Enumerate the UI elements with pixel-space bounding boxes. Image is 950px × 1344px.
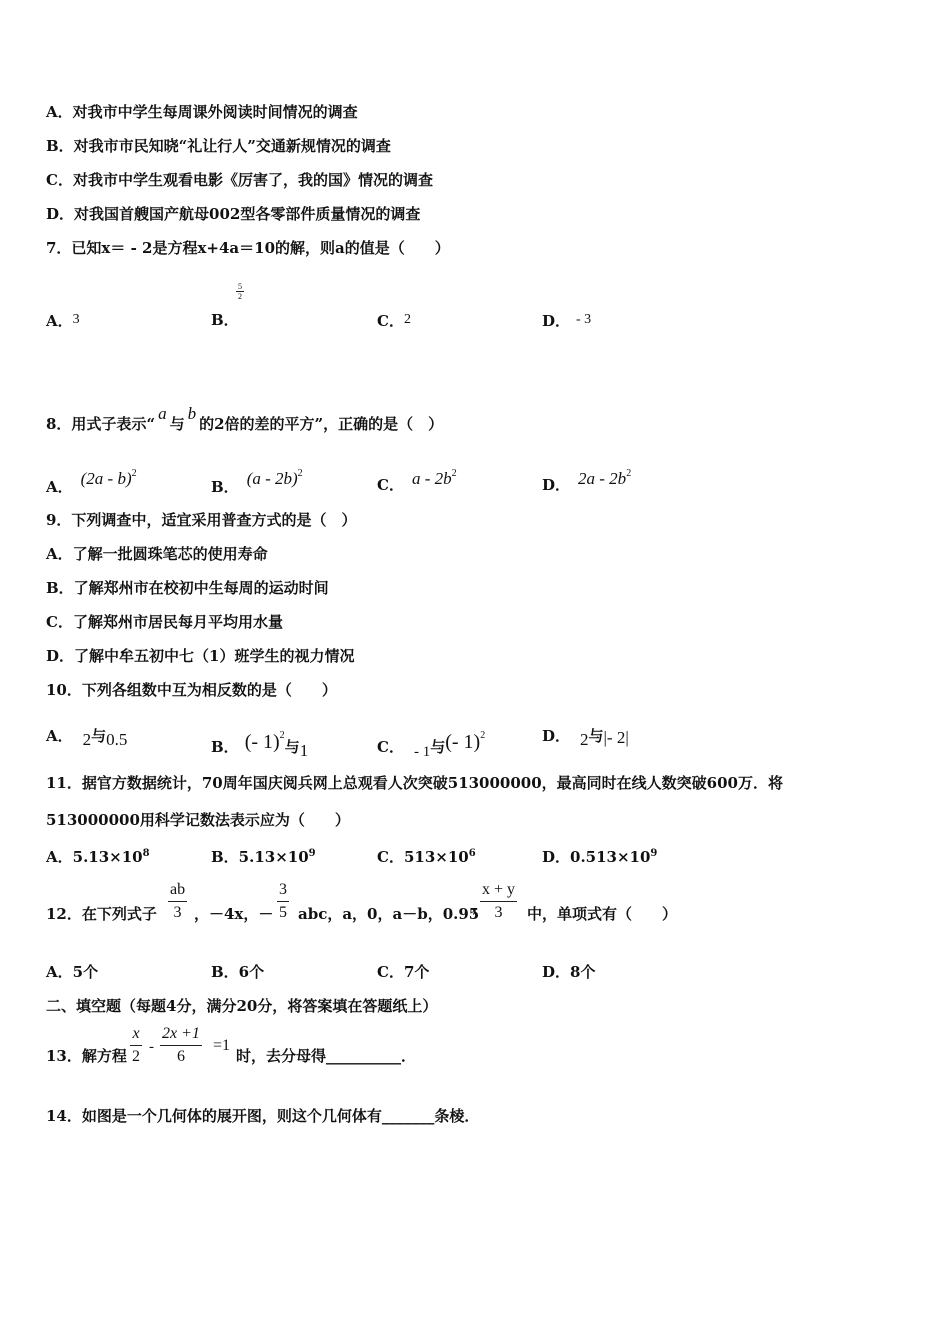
- q7-b-fraction: 5 2: [238, 282, 242, 301]
- q12-fraction-3-5: 3 5: [279, 881, 287, 921]
- q12-option-b: B．6个: [211, 963, 265, 981]
- q10-option-b: B． (- 1)$^2$与1: [211, 730, 309, 760]
- q10-option-d: D． 2与|- 2|: [542, 727, 629, 749]
- q11-option-a: A．$5.13\times 10^8$: [46, 848, 150, 866]
- q9-option-c: C．了解郑州市居民每月平均用水量: [46, 613, 283, 631]
- q12-option-a: A．5个: [46, 963, 99, 981]
- q8-option-a: A． (2a - b)$^2$: [46, 468, 137, 496]
- q11-option-c: C．$513\times 10^6$: [377, 848, 476, 866]
- q7-stem: 7．已知x＝ - 2是方程x+4a＝10的解，则a的值是（ ）: [46, 239, 450, 257]
- q11-option-d: D．$0.513\times 10^9$: [542, 848, 658, 866]
- q9-option-a: A．了解一批圆珠笔芯的使用寿命: [46, 545, 268, 563]
- q12-comma: ，: [472, 897, 488, 915]
- q11-option-b: B．$5.13\times 10^9$: [211, 848, 316, 866]
- q13-equals: =1: [213, 1037, 231, 1054]
- q13-minus: -: [149, 1039, 154, 1055]
- q12-option-c: C．7个: [377, 963, 430, 981]
- q11-line1: 11．据官方数据统计，70周年国庆阅兵网上总观看人次突破513000000，最高同时在线人数突破600万．将: [46, 774, 783, 792]
- q10-option-a: A． 2与0.5: [46, 727, 128, 749]
- q6-option-b: B．对我市市民知晓“礼让行人”交通新规情况的调查: [46, 137, 391, 155]
- q6-option-d: D．对我国首艘国产航母002型各零部件质量情况的调查: [46, 205, 421, 223]
- q13-fraction-2x1-6: 2x +1 6: [162, 1025, 200, 1065]
- q12-suffix: 中，单项式有（ ）: [527, 905, 678, 923]
- q8-option-b: B． (a - 2b)$^2$: [211, 468, 303, 496]
- q13-fraction-x-2: x 2: [132, 1025, 140, 1065]
- q9-option-d: D．了解中牟五初中七（1）班学生的视力情况: [46, 647, 355, 665]
- q9-option-b: B．了解郑州市在校初中生每周的运动时间: [46, 579, 329, 597]
- q7-option-a: A．3: [46, 312, 80, 330]
- q12-fraction-ab-3: ab 3: [170, 881, 186, 921]
- q13-prefix: 13．解方程: [46, 1047, 127, 1065]
- q12-option-d: D．8个: [542, 963, 596, 981]
- q7-option-c: C．2: [377, 312, 411, 330]
- q12-mid1: ，－4x，－: [194, 905, 274, 923]
- q8-stem: 8．用式子表示“a与b的2倍的差的平方”，正确的是（ ）: [46, 404, 444, 433]
- q7-option-d: D． - 3: [542, 312, 592, 330]
- q14-stem: 14．如图是一个几何体的展开图，则这个几何体有_______条棱．: [46, 1107, 480, 1125]
- q8-option-c: C． a - $2b^2$: [377, 468, 457, 494]
- q7-option-b: B．: [211, 311, 239, 329]
- q6-option-c: C．对我市中学生观看电影《厉害了，我的国》情况的调查: [46, 171, 433, 189]
- q10-stem: 10．下列各组数中互为相反数的是（ ）: [46, 681, 337, 699]
- q9-stem: 9．下列调查中，适宜采用普查方式的是（ ）: [46, 511, 357, 529]
- section-fill-in-title: 二、填空题（每题4分，满分20分，将答案填在答题纸上）: [46, 997, 438, 1015]
- q10-option-c: C． - 1与(- 1)$^2$: [377, 730, 486, 760]
- q12-mid2: abc，a，0，a－b，0.95: [298, 905, 480, 923]
- q11-line2: 513000000用科学记数法表示应为（ ）: [46, 811, 350, 829]
- q8-option-d: D． $2a - 2b^2$: [542, 468, 632, 494]
- q13-suffix: 时，去分母得__________．: [236, 1047, 417, 1065]
- q12-prefix: 12．在下列式子: [46, 905, 157, 923]
- q12-fraction-xy-3: x + y 3: [482, 881, 516, 921]
- q6-option-a: A．对我市中学生每周课外阅读时间情况的调查: [46, 103, 358, 121]
